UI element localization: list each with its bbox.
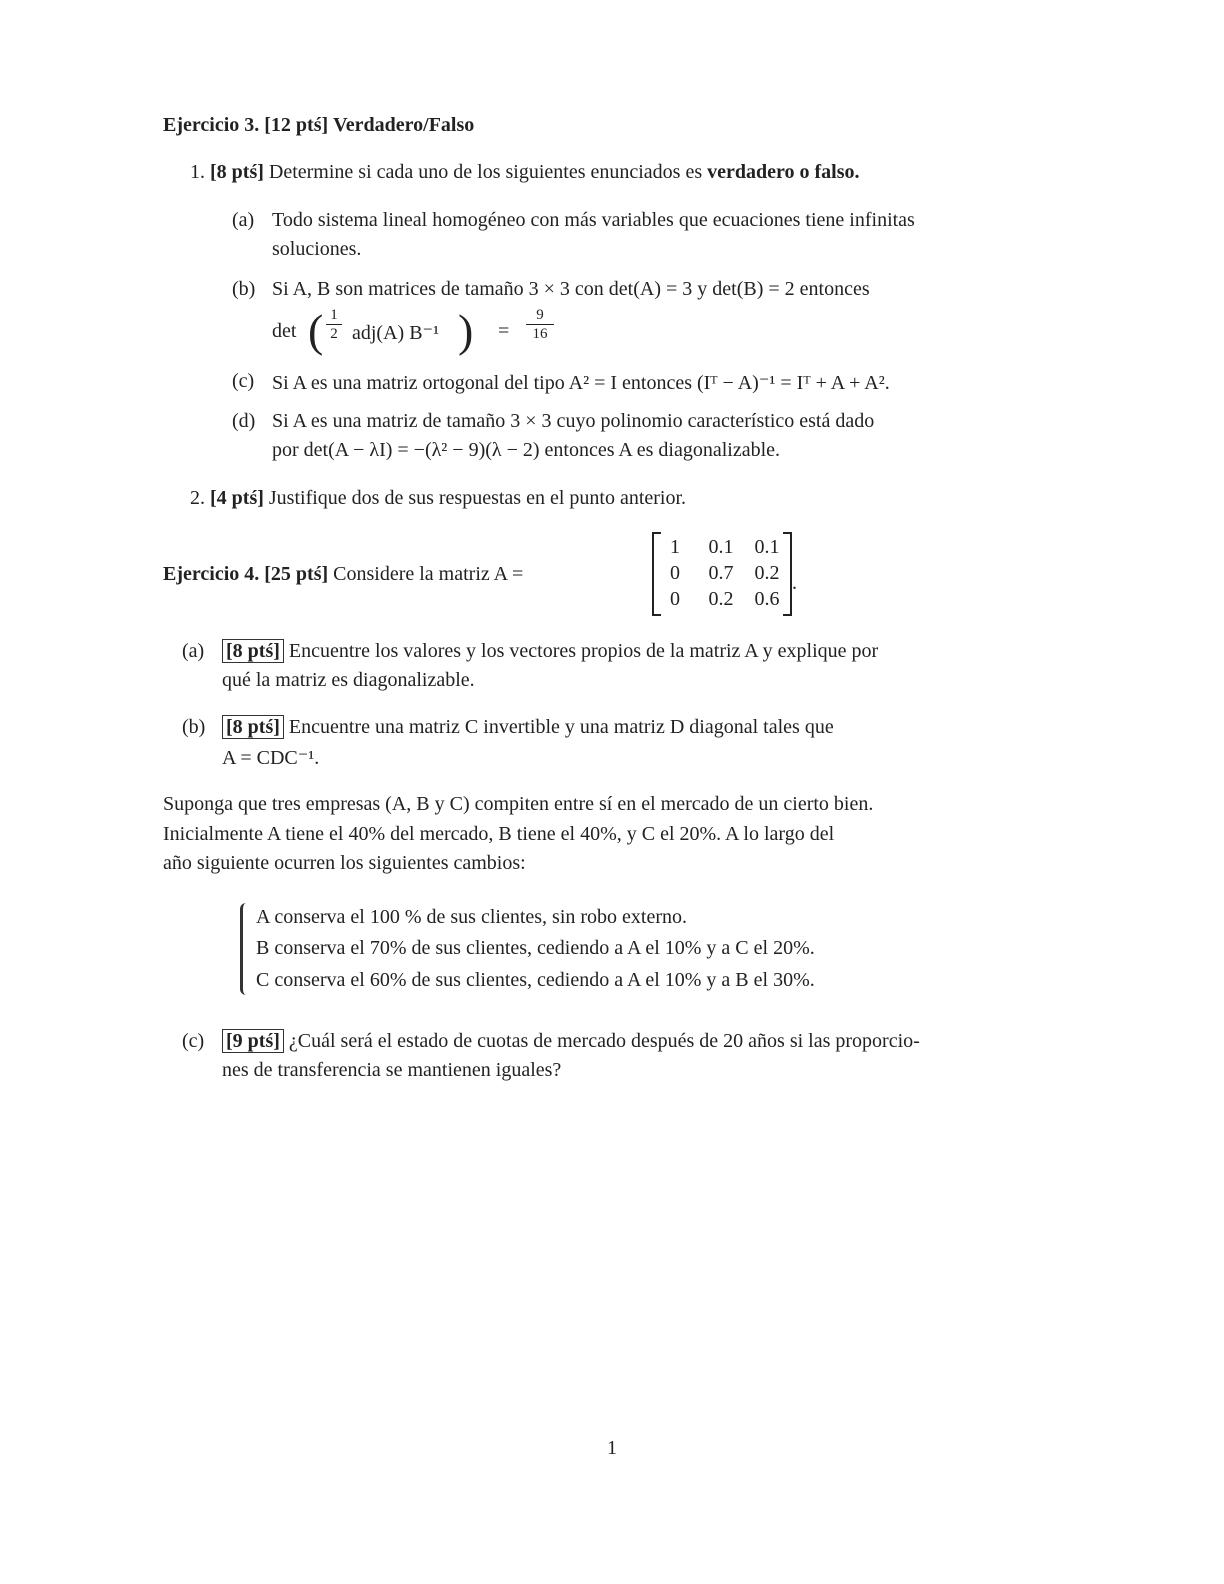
ex4-c-line2: nes de transferencia se mantienen iguales? xyxy=(222,1059,562,1081)
ex3-q1-line xyxy=(190,161,860,184)
ex4-heading: Ejercicio 4. xyxy=(163,563,260,585)
ex4-c-points: [9 ptś] xyxy=(222,1029,284,1053)
ex4-a-label: (a) xyxy=(182,640,205,662)
ex4-paragraph-line3: año siguiente ocurren los siguientes cambios: xyxy=(163,852,526,874)
frac-half-num: 1 xyxy=(326,306,342,325)
page-number: 1 xyxy=(607,1437,617,1459)
ex4-heading-line xyxy=(163,563,523,586)
ex3-c-line1: Si A es una matriz ortogonal del tipo A² = I entonces (Iᵀ − A)⁻¹ = Iᵀ + A + A². xyxy=(272,372,890,394)
ex3-heading: Ejercicio 3. xyxy=(163,114,260,136)
ex3-q2-text: Justifique dos de sus respuestas en el punto anterior. xyxy=(268,487,687,509)
matrix-cell: 0.1 xyxy=(708,536,734,558)
ex3-q1-points: [8 ptś] xyxy=(210,161,264,183)
ex3-d-label: (d) xyxy=(232,410,256,432)
ex3-d-line2: por det(A − λI) = −(λ² − 9)(λ − 2) entonces A es diagonalizable. xyxy=(272,439,781,461)
ex4-a-points: [8 ptś] xyxy=(222,639,284,663)
ex4-b-label: (b) xyxy=(182,716,206,738)
frac-half-den: 2 xyxy=(330,326,338,342)
matrix-cell: 0.1 xyxy=(754,536,780,558)
result-frac-num: 9 xyxy=(526,306,554,325)
ex4-c-text: ¿Cuál será el estado de cuotas de mercado después de 20 años si las proporcio- xyxy=(288,1030,920,1052)
ex3-q2-line xyxy=(190,487,686,510)
result-frac-den: 16 xyxy=(532,326,548,342)
ex3-q1-number: 1. xyxy=(190,161,205,183)
frac-half xyxy=(326,306,342,343)
ex3-b-label: (b) xyxy=(232,278,256,300)
ex3-title: Verdadero/Falso xyxy=(333,114,475,136)
matrix-cell: 0.2 xyxy=(708,588,734,610)
ex4-b-line2: A = CDC⁻¹. xyxy=(222,747,320,769)
close-paren: ) xyxy=(458,305,474,356)
result-frac xyxy=(526,306,554,343)
case-C: C conserva el 60% de sus clientes, cediendo a A el 10% y a B el 30%. xyxy=(256,969,815,991)
ex3-points: [12 ptś] xyxy=(264,114,329,136)
equals-sign: = xyxy=(498,320,510,342)
ex4-c-label: (c) xyxy=(182,1030,205,1052)
ex3-a-label: (a) xyxy=(232,209,255,231)
matrix-cell: 0.6 xyxy=(754,588,780,610)
matrix-period: . xyxy=(792,572,797,594)
open-paren: ( xyxy=(308,305,324,356)
ex4-text: Considere la matriz A = xyxy=(333,563,524,585)
adj-expression: adj(A) B⁻¹ xyxy=(352,322,440,344)
ex4-a-line1 xyxy=(222,640,878,663)
ex4-a-line2: qué la matriz es diagonalizable. xyxy=(222,669,475,691)
ex4-paragraph-line2: Inicialmente A tiene el 40% del mercado, B tiene el 40%, y C el 20%. A lo largo del xyxy=(163,823,835,845)
ex3-d-line1: Si A es una matriz de tamaño 3 × 3 cuyo polinomio característico está dado xyxy=(272,410,875,432)
ex3-q1-text: Determine si cada uno de los siguientes enunciados es xyxy=(268,161,703,183)
matrix-cell: 0.2 xyxy=(754,562,780,584)
case-A: A conserva el 100 % de sus clientes, sin robo externo. xyxy=(256,906,688,928)
matrix-cell: 0 xyxy=(670,562,680,584)
case-B: B conserva el 70% de sus clientes, cediendo a A el 10% y a C el 20%. xyxy=(256,937,815,959)
ex4-c-line1 xyxy=(222,1030,920,1053)
ex4-b-line1 xyxy=(222,716,834,739)
matrix-cell: 0 xyxy=(670,588,680,610)
matrix-A xyxy=(652,532,792,616)
matrix-cell: 0.7 xyxy=(708,562,734,584)
ex4-paragraph-line1: Suponga que tres empresas (A, B y C) compiten entre sí en el mercado de un cierto bien. xyxy=(163,793,874,815)
ex3-heading-line xyxy=(163,114,474,137)
ex4-b-points: [8 ptś] xyxy=(222,715,284,739)
ex3-a-line2: soluciones. xyxy=(272,238,362,260)
ex4-b-text: Encuentre una matriz C invertible y una matriz D diagonal tales que xyxy=(288,716,834,738)
ex3-b-line1: Si A, B son matrices de tamaño 3 × 3 con det(A) = 3 y det(B) = 2 entonces xyxy=(272,278,870,300)
ex3-q1-bold: verdadero o falso. xyxy=(707,161,860,183)
ex4-a-text: Encuentre los valores y los vectores propios de la matriz A y explique por xyxy=(288,640,879,662)
matrix-cell: 1 xyxy=(670,536,680,558)
cases-brace xyxy=(240,903,251,995)
ex3-a-line1: Todo sistema lineal homogéneo con más variables que ecuaciones tiene infinitas xyxy=(272,209,915,231)
det-operator: det xyxy=(272,320,297,342)
ex3-q2-number: 2. xyxy=(190,487,205,509)
ex4-points: [25 ptś] xyxy=(264,563,329,585)
ex3-c-label: (c) xyxy=(232,370,255,392)
ex3-q2-points: [4 ptś] xyxy=(210,487,264,509)
